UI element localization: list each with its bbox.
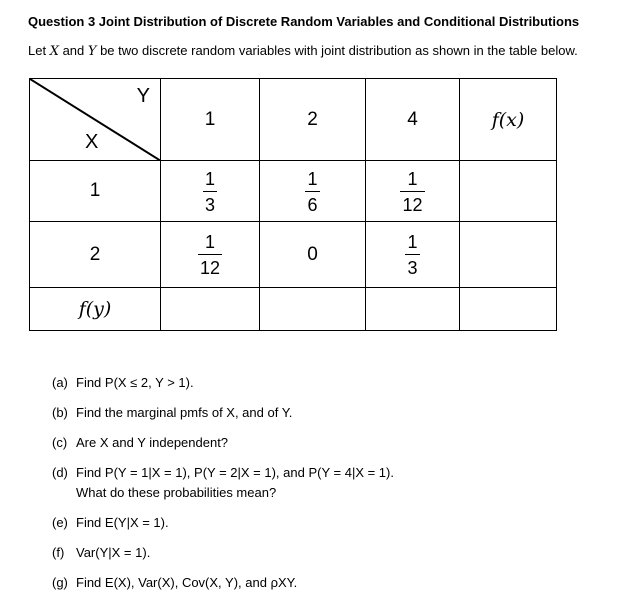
question-label: (e) [52, 515, 68, 530]
question-text: Find P(Y = 1|X = 1), P(Y = 2|X = 1), and P(Y = 4|X = 1). [76, 465, 394, 480]
question-text: Are X and Y independent? [76, 435, 229, 450]
question-label: (g) [52, 575, 68, 590]
fraction [305, 170, 319, 214]
fraction [203, 170, 217, 214]
fraction [405, 233, 419, 277]
cell-fy-4 [366, 288, 460, 331]
table-row-x-2 [30, 222, 557, 288]
question-c [52, 435, 228, 450]
question-label: (c) [52, 435, 68, 450]
intro-text [28, 43, 578, 59]
intro-var-y: Y [87, 44, 97, 59]
question-d [52, 465, 394, 480]
col-header-fx: f(x) [460, 79, 557, 161]
fraction-numerator: 1 [307, 168, 318, 189]
table-corner-cell [30, 79, 161, 161]
fraction-denominator: 12 [198, 254, 222, 277]
question-text: Find the marginal pmfs of X, and of Y. [76, 405, 293, 420]
col-header-y-1: 1 [161, 79, 260, 161]
corner-y-label: Y [136, 85, 150, 107]
table-row-x-1 [30, 161, 557, 222]
cell-x1-y4 [366, 161, 460, 222]
col-header-y-2: 2 [260, 79, 366, 161]
fraction-denominator: 12 [400, 191, 424, 214]
question-title: Question 3 Joint Distribution of Discrete Random Variables and Conditional Distributions [28, 14, 580, 29]
question-f [52, 545, 150, 560]
cell-fy-2 [260, 288, 366, 331]
question-text: Find E(Y|X = 1). [76, 515, 169, 530]
question-text: Var(Y|X = 1). [76, 545, 151, 560]
row-header-x-1: 1 [30, 161, 161, 222]
intro-var-x: X [49, 44, 59, 59]
question-g [52, 575, 297, 590]
fraction-denominator: 3 [203, 191, 217, 214]
row-header-x-2: 2 [30, 222, 161, 288]
joint-distribution-table [29, 78, 557, 331]
intro-after: be two discrete random variables with joint distribution as shown in the table below. [96, 43, 578, 58]
question-b [52, 405, 292, 420]
question-text: Find E(X), Var(X), Cov(X, Y), and ρXY. [76, 575, 298, 590]
cell-fx-1 [460, 161, 557, 222]
question-text: Find P(X ≤ 2, Y > 1). [76, 375, 194, 390]
fraction-numerator: 1 [204, 168, 215, 189]
cell-x1-y1 [161, 161, 260, 222]
question-d-continuation [52, 485, 276, 500]
fraction-denominator: 6 [305, 191, 319, 214]
question-label: (d) [52, 465, 68, 480]
cell-x2-y4 [366, 222, 460, 288]
question-a [52, 375, 194, 390]
row-header-fy: f(y) [30, 288, 161, 331]
cell-fy-1 [161, 288, 260, 331]
question-text: What do these probabilities mean? [76, 485, 277, 500]
corner-x-label: X [85, 131, 99, 153]
fraction-numerator: 1 [204, 232, 215, 252]
cell-fy-fx [460, 288, 557, 331]
question-label: (f) [52, 545, 65, 560]
question-label: (b) [52, 405, 68, 420]
table-header-row [30, 79, 557, 161]
fraction [198, 233, 222, 277]
cell-x2-y2: 0 [260, 222, 366, 288]
question-e [52, 515, 169, 530]
col-header-y-4: 4 [366, 79, 460, 161]
question-label: (a) [52, 375, 68, 390]
cell-x1-y2 [260, 161, 366, 222]
cell-x2-y1 [161, 222, 260, 288]
cell-fx-2 [460, 222, 557, 288]
intro-mid: and [58, 43, 88, 58]
fraction-numerator: 1 [407, 168, 418, 189]
table-row-fy [30, 288, 557, 331]
fraction-denominator: 3 [405, 254, 419, 277]
fraction-numerator: 1 [407, 232, 418, 252]
fraction [400, 170, 424, 214]
intro-before: Let [28, 43, 50, 58]
